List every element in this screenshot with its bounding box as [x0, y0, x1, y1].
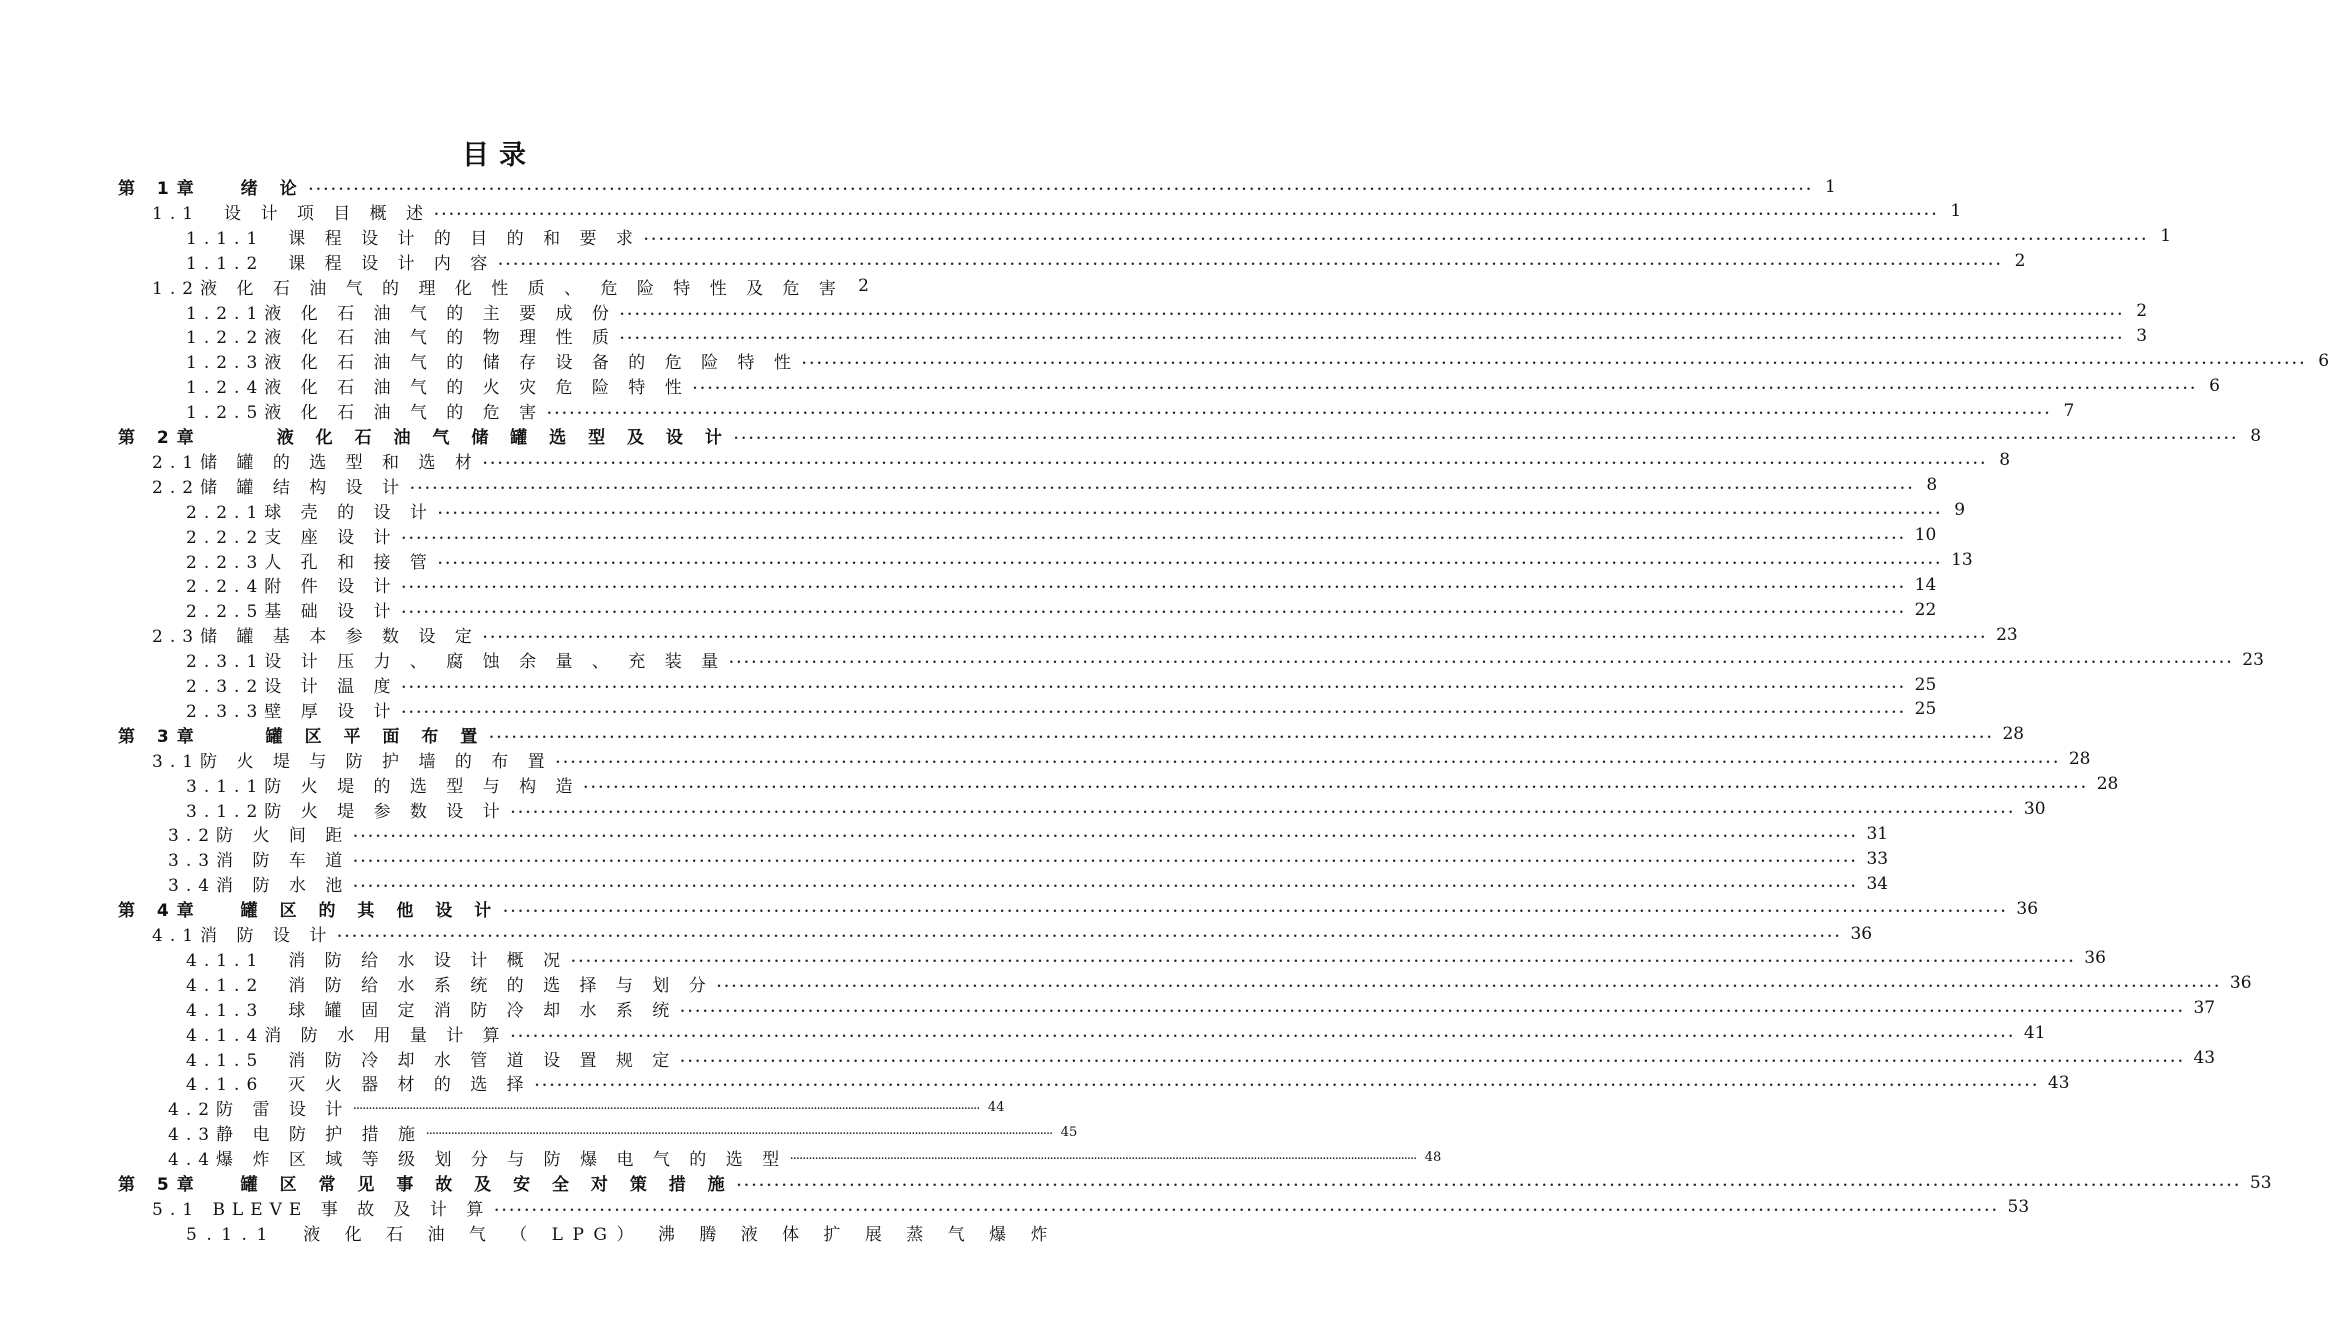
toc-section-entry[interactable]: [186, 373, 2220, 399]
toc-entry-label: 2.2.1球 壳 的 设 计: [186, 502, 434, 523]
toc-dot-leader: [438, 548, 1943, 573]
toc-entry-label: 2.3.3壁 厚 设 计: [186, 701, 398, 722]
toc-section-entry[interactable]: [168, 871, 1889, 897]
toc-dot-leader: [790, 1145, 1417, 1170]
toc-section-entry[interactable]: [168, 1120, 1078, 1146]
toc-entry-label: 5.1 BLEVE 事 故 及 计 算: [152, 1199, 491, 1220]
toc-dot-leader: [511, 797, 2016, 822]
toc-dot-leader: [337, 921, 1842, 946]
toc-entry-label: 4.3静 电 防 护 措 施: [168, 1125, 423, 1146]
toc-dot-leader: [729, 647, 2234, 672]
toc-entry-label: 第 3章 罐 区 平 面 布 置: [118, 726, 486, 747]
toc-section-entry[interactable]: [186, 572, 1937, 598]
toc-dot-leader: [535, 1070, 2040, 1095]
toc-page-number: 8: [1926, 475, 1938, 496]
toc-entry-label: 2.3.1设 计 压 力 、 腐 蚀 余 量 、 充 装 量: [186, 652, 726, 673]
toc-page-number: 44: [987, 1100, 1005, 1116]
toc-page-number: 9: [1954, 500, 1966, 521]
toc-page-number: 48: [1424, 1150, 1442, 1166]
toc-entry-label: 4.2防 雷 设 计: [168, 1100, 350, 1121]
toc-dot-leader: [503, 896, 2008, 921]
toc-entry-label: 4.1消 防 设 计: [152, 926, 334, 946]
toc-entry-label: 第 4章 罐 区 的 其 他 设 计: [118, 901, 500, 922]
toc-section-entry[interactable]: [186, 498, 1966, 523]
toc-page-number: 25: [1914, 699, 1937, 720]
toc-page-number: 13: [1951, 550, 1973, 570]
toc-page-number: 45: [1060, 1125, 1078, 1141]
toc-entry-label: 3.3消 防 车 道: [168, 851, 350, 872]
toc-section-entry[interactable]: [168, 821, 1889, 847]
toc-dot-leader: [410, 473, 1915, 498]
toc-entry-label: 4.4爆 炸 区 域 等 级 划 分 与 防 爆 电 气 的 选 型: [168, 1150, 787, 1171]
toc-chapter-entry[interactable]: [118, 174, 1836, 199]
toc-section-entry[interactable]: [152, 622, 2018, 648]
toc-section-entry[interactable]: [186, 398, 2075, 424]
toc-dot-leader: [737, 1170, 2242, 1195]
toc-section-entry[interactable]: [168, 1095, 1005, 1121]
toc-dot-leader: [483, 622, 1988, 647]
toc-page-number: 25: [1914, 674, 1937, 695]
toc-section-entry[interactable]: [186, 971, 2252, 996]
toc-entry-label: 2.3储 罐 基 本 参 数 设 定: [152, 627, 479, 648]
toc-page-number: 30: [2023, 799, 2046, 819]
toc-section-entry[interactable]: [186, 224, 2172, 249]
toc-dot-leader: [556, 747, 2061, 772]
toc-dot-leader: [498, 249, 2003, 274]
toc-entry-label: 3.1.2防 火 堤 参 数 设 计: [186, 801, 507, 822]
toc-dot-leader: [693, 373, 2198, 398]
toc-page-number: 36: [1850, 923, 1873, 944]
toc-dot-leader: [680, 996, 2185, 1021]
toc-dot-leader: [401, 523, 1906, 548]
toc-page-number: 37: [2193, 998, 2216, 1019]
toc-section-entry[interactable]: [186, 946, 2106, 971]
toc-dot-leader: [584, 772, 2089, 797]
toc-dot-leader: [494, 1195, 1999, 1220]
toc-page-number: 1: [1950, 201, 1962, 222]
toc-page-number: 43: [2193, 1048, 2216, 1068]
toc-dot-leader: [353, 821, 1858, 846]
toc-section-entry[interactable]: [186, 1220, 1058, 1245]
toc-page-number: 34: [1866, 873, 1889, 894]
toc-page-number: 43: [2047, 1072, 2070, 1093]
toc-page-number: 36: [2084, 948, 2106, 969]
toc-dot-leader: [353, 1095, 980, 1120]
toc-entry-label: 1.1.2 课 程 设 计 内 容: [186, 253, 495, 274]
toc-page-number: 23: [1996, 624, 2018, 645]
toc-section-entry[interactable]: [186, 548, 1973, 573]
toc-entry-label: 1.1.1 课 程 设 计 的 目 的 和 要 求: [186, 228, 640, 249]
toc-dot-leader: [309, 174, 1814, 199]
toc-entry-label: 2.2.3人 孔 和 接 管: [186, 552, 434, 573]
toc-section-entry[interactable]: [186, 597, 1937, 623]
toc-entry-label: 第 1章 绪 论: [118, 179, 305, 199]
toc-dot-leader: [401, 597, 1906, 622]
toc-entry-label: 3.4消 防 水 池: [168, 876, 350, 897]
toc-dot-leader: [483, 448, 1988, 473]
toc-dot-leader: [644, 224, 2149, 249]
toc-entry-label: 1.2.5液 化 石 油 气 的 危 害: [186, 403, 544, 424]
toc-entry-label: 2.2.5基 础 设 计: [186, 602, 398, 623]
toc-entry-label: 1.2.4液 化 石 油 气 的 火 灾 危 险 特 性: [186, 378, 689, 399]
toc-page-number: 3: [2136, 325, 2148, 346]
toc-section-entry[interactable]: [186, 647, 2264, 673]
toc-dot-leader: [434, 199, 1939, 224]
toc-dot-leader: [426, 1120, 1053, 1145]
toc-page-number: 8: [2250, 425, 2262, 446]
toc-section-entry[interactable]: [168, 1145, 1442, 1171]
toc-page-number: 36: [2016, 898, 2039, 919]
toc-page-number: 6: [2318, 350, 2329, 371]
toc-dot-leader: [734, 423, 2239, 448]
toc-entry-label: 2.2.2支 座 设 计: [186, 527, 398, 548]
toc-entry-label: 3.1.1防 火 堤 的 选 型 与 构 造: [186, 776, 580, 797]
toc-entry-label: 4.1.3 球 罐 固 定 消 防 冷 却 水 系 统: [186, 1000, 677, 1021]
toc-page-number: 7: [2063, 400, 2075, 421]
toc-entry-label: 5.1.1 液 化 石 油 气 （ LPG） 沸 腾 液 体 扩 展 蒸 气 爆 炸: [186, 1224, 1058, 1245]
toc-entry-label: 第 5章 罐 区 常 见 事 故 及 安 全 对 策 措 施: [118, 1175, 733, 1195]
toc-dot-leader: [511, 1021, 2016, 1046]
toc-section-entry[interactable]: [186, 523, 1937, 548]
toc-section-entry[interactable]: [186, 323, 2148, 349]
toc-section-entry[interactable]: [186, 348, 2329, 374]
toc-page-number: 31: [1866, 823, 1889, 844]
toc-section-entry[interactable]: [186, 697, 1937, 722]
toc-page-number: 36: [2229, 973, 2252, 994]
toc-dot-leader: [401, 572, 1906, 597]
toc-chapter-entry[interactable]: [118, 722, 2025, 747]
toc-page-number: 2: [858, 276, 869, 297]
toc-dot-leader: [717, 971, 2222, 996]
toc-entry-label: 4.1.6 灭 火 器 材 的 选 择: [186, 1075, 531, 1096]
toc-section-entry[interactable]: [186, 1021, 2046, 1046]
toc-section-entry[interactable]: [152, 448, 2011, 473]
toc-section-entry[interactable]: [152, 921, 1873, 946]
toc-dot-leader: [353, 846, 1858, 871]
toc-entry-label: 2.3.2设 计 温 度: [186, 677, 398, 697]
toc-dot-leader: [438, 498, 1943, 523]
toc-section-entry[interactable]: [186, 299, 2148, 324]
toc-page-number: 28: [2002, 724, 2025, 745]
toc-page-number: 8: [1999, 450, 2011, 471]
toc-section-entry[interactable]: [186, 1046, 2216, 1071]
toc-section-entry[interactable]: [186, 996, 2216, 1021]
toc-entry-label: 1.1 设 计 项 目 概 述: [152, 203, 431, 224]
toc-page-number: 2: [2136, 301, 2148, 321]
toc-entry-label: 2.2.4附 件 设 计: [186, 577, 398, 598]
toc-section-entry[interactable]: [186, 797, 2046, 822]
toc-page-number: 53: [2007, 1197, 2030, 1218]
toc-page-number: 6: [2209, 375, 2220, 396]
toc-dot-leader: [401, 672, 1906, 697]
toc-page-number: 1: [1824, 176, 1836, 197]
toc-section-entry[interactable]: [152, 1195, 2030, 1220]
toc-chapter-entry[interactable]: [118, 896, 2039, 922]
toc-entry-label: 3.1防 火 堤 与 防 护 墙 的 布 置: [152, 751, 552, 772]
toc-entry-label: 1.2液 化 石 油 气 的 理 化 性 质 、 危 险 特 性 及 危 害: [152, 278, 843, 299]
toc-page-number: 2: [2014, 251, 2026, 272]
toc-section-entry[interactable]: [152, 473, 1938, 498]
toc-entry-label: 1.2.2液 化 石 油 气 的 物 理 性 质: [186, 328, 616, 349]
toc-chapter-entry[interactable]: [118, 423, 2262, 448]
toc-title: 目录: [462, 140, 536, 171]
toc-entry-label: 3.2防 火 间 距: [168, 826, 350, 847]
toc-dot-leader: [680, 1046, 2185, 1071]
toc-entry-label: 1.2.3液 化 石 油 气 的 储 存 设 备 的 危 险 特 性: [186, 353, 798, 374]
toc-entry-label: 1.2.1液 化 石 油 气 的 主 要 成 份: [186, 303, 616, 324]
toc-dot-leader: [620, 299, 2125, 324]
toc-entry-label: 4.1.5 消 防 冷 却 水 管 道 设 置 规 定: [186, 1050, 677, 1071]
toc-dot-leader: [547, 398, 2052, 423]
toc-page-number: 14: [1914, 574, 1937, 595]
toc-entry-label: 4.1.2 消 防 给 水 系 统 的 选 择 与 划 分: [186, 975, 713, 996]
toc-entry-label: 2.2储 罐 结 构 设 计: [152, 477, 407, 498]
toc-dot-leader: [489, 722, 1994, 747]
toc-dot-leader: [620, 323, 2125, 348]
toc-section-entry[interactable]: [152, 747, 2091, 772]
toc-page-number: 41: [2023, 1023, 2046, 1044]
toc-page-number: 22: [1914, 599, 1937, 620]
toc-section-entry[interactable]: [152, 199, 1962, 224]
toc-entry-label: 4.1.4消 防 水 用 量 计 算: [186, 1025, 507, 1046]
toc-dot-leader: [401, 697, 1906, 722]
toc-dot-leader: [571, 946, 2076, 971]
toc-dot-leader: [353, 871, 1858, 896]
toc-entry-label: 2.1储 罐 的 选 型 和 选 材: [152, 452, 479, 473]
toc-page-number: 23: [2242, 649, 2264, 670]
toc-chapter-entry[interactable]: [118, 1170, 2272, 1195]
toc-entry-label: 第 2章 液 化 石 油 气 储 罐 选 型 及 设 计: [118, 428, 730, 448]
toc-page-number: 28: [2068, 749, 2091, 770]
toc-page-number: 28: [2096, 774, 2119, 795]
toc-entry-label: 4.1.1 消 防 给 水 设 计 概 况: [186, 950, 568, 971]
toc-page-number: 10: [1914, 525, 1937, 546]
toc-section-entry[interactable]: [152, 274, 869, 299]
toc-section-entry[interactable]: [186, 772, 2119, 797]
toc-section-entry[interactable]: [186, 672, 1937, 697]
toc-page-number: 33: [1866, 848, 1889, 869]
toc-page-number: 1: [2160, 226, 2172, 247]
toc-section-entry[interactable]: [186, 249, 2026, 274]
toc-section-entry[interactable]: [186, 1070, 2070, 1096]
toc-section-entry[interactable]: [168, 846, 1889, 872]
toc-dot-leader: [802, 348, 2307, 373]
toc-page-number: 53: [2249, 1172, 2272, 1193]
